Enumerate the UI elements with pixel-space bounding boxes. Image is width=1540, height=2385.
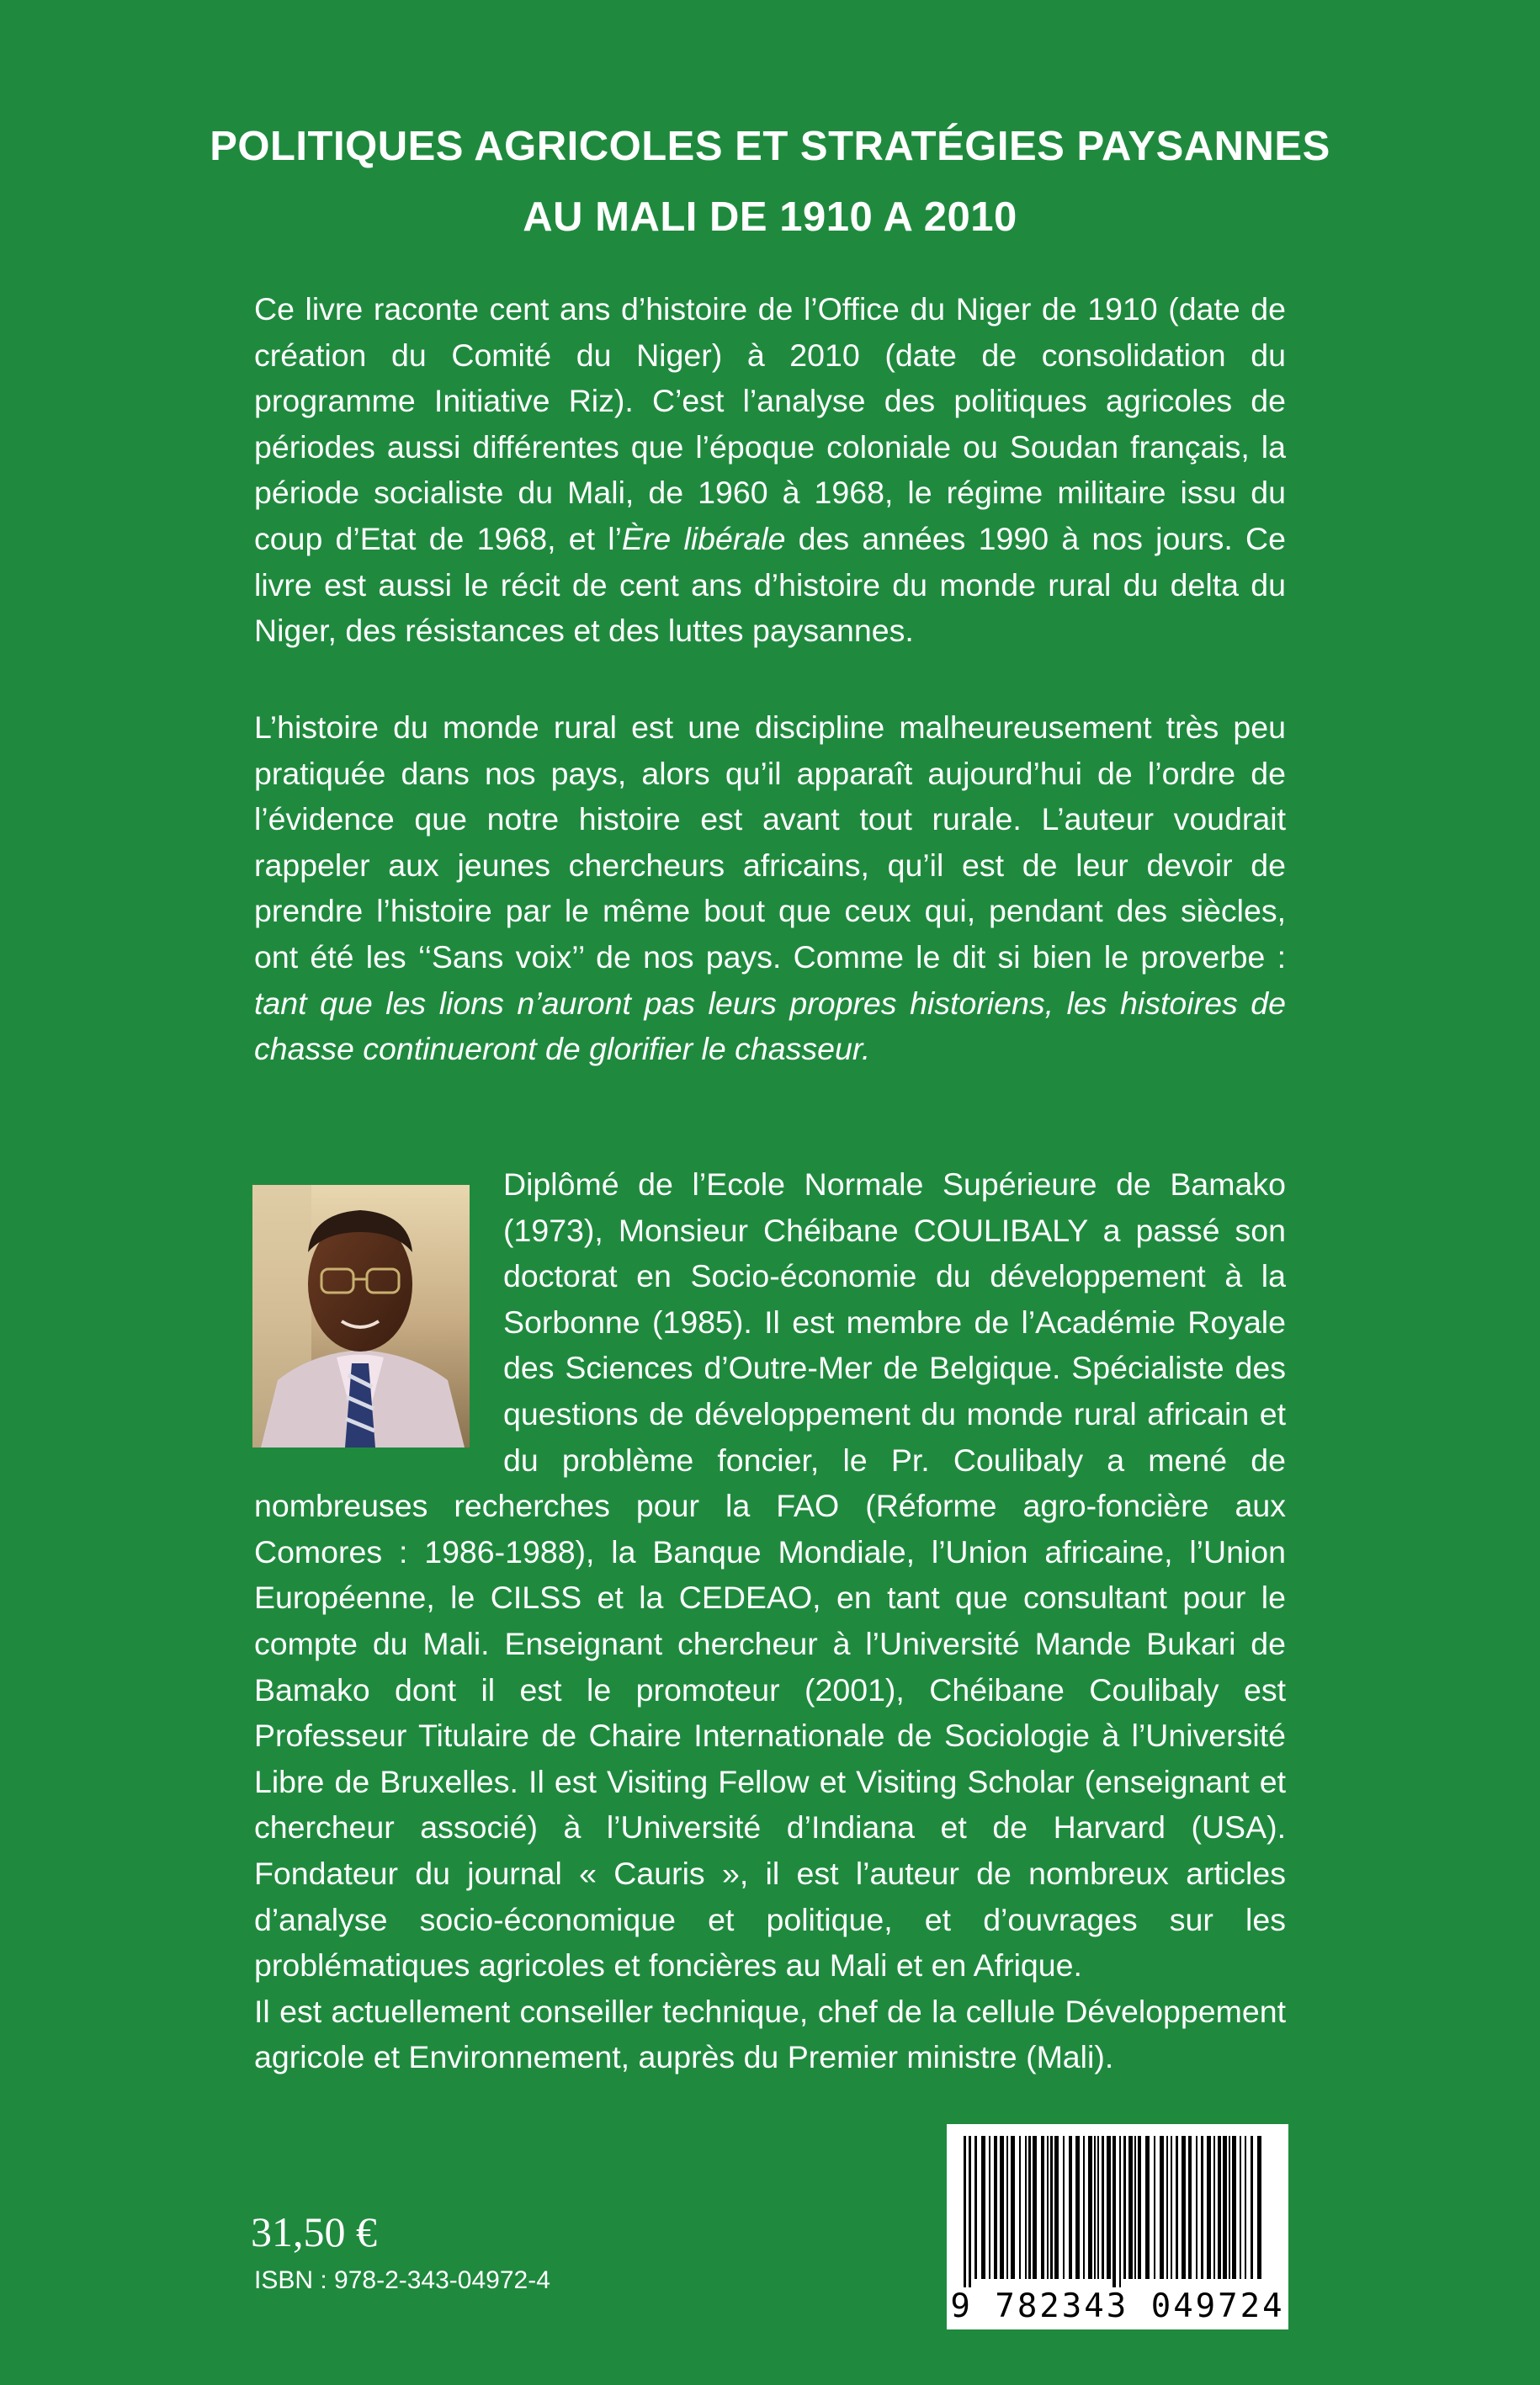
barcode-bar	[1160, 2136, 1164, 2279]
summary-paragraph-2	[254, 704, 1286, 1072]
barcode-bar	[1028, 2136, 1031, 2279]
barcode-bar	[1176, 2136, 1178, 2279]
barcode-bar	[1000, 2136, 1004, 2279]
proverb-quote: tant que les lions n’auront pas leurs propres historiens, les histoires de chasse continueront de glorifier le chasseur.	[254, 985, 1286, 1067]
barcode-bar	[1047, 2136, 1049, 2279]
barcode-bar	[1063, 2136, 1065, 2279]
barcode	[947, 2124, 1288, 2329]
barcode-bar	[1107, 2136, 1111, 2279]
barcode-bar	[1201, 2136, 1203, 2279]
barcode-bar	[1196, 2136, 1197, 2279]
barcode-bar	[1050, 2136, 1053, 2279]
author-photo	[252, 1185, 470, 1447]
barcode-bar	[1097, 2136, 1099, 2279]
barcode-bar	[1245, 2136, 1246, 2279]
barcode-bar	[1113, 2136, 1116, 2287]
barcode-bar	[1041, 2136, 1044, 2279]
summary-paragraph-1	[254, 286, 1286, 654]
barcode-bar	[1019, 2136, 1021, 2279]
barcode-bar	[1138, 2136, 1141, 2279]
barcode-bar	[1006, 2136, 1008, 2279]
barcode-bar	[1011, 2136, 1015, 2279]
barcode-bar	[1134, 2136, 1136, 2279]
barcode-bar	[1102, 2136, 1104, 2279]
barcode-bar	[1119, 2136, 1121, 2287]
barcode-digits: 9 782343 049724	[950, 2287, 1285, 2325]
barcode-bar	[1075, 2136, 1080, 2279]
barcode-bar	[1257, 2136, 1261, 2279]
barcode-bar	[969, 2136, 971, 2287]
barcode-bar	[1240, 2136, 1241, 2279]
title-line-2: AU MALI DE 1910 A 2010	[523, 194, 1017, 240]
barcode-bar	[981, 2136, 985, 2279]
barcode-bar	[1128, 2136, 1133, 2279]
barcode-bar	[1094, 2136, 1096, 2279]
barcode-bar	[994, 2136, 997, 2279]
barcode-bar	[1229, 2136, 1230, 2279]
barcode-bar	[1251, 2136, 1253, 2279]
title-line-1: POLITIQUES AGRICOLES ET STRATÉGIES PAYSANNES	[210, 124, 1330, 169]
author-bio-text: Diplômé de l’Ecole Normale Supérieure de Bamako (1973), Monsieur Chéibane COULIBALY a passé son doctorat en Socio-économie du développement à la Sorbonne (1985). Il est membre de l’Académie Royale des Sciences d’Outre-Mer de Belgique. Spécialiste des questions de développement du monde rural africain et du problème foncier, le Pr. Coulibaly a mené de nombreuses recherches pour la FAO (Réforme agro-foncière aux Comores : 1986-1988), la Banque Mondiale, l’Union africaine, l’Union Européenne, le CILSS et la CEDEAO, en tant que consultant pour le compte du Mali. Enseignant chercheur à l’Université Mande Bukari de Bamako dont il est le promoteur (2001), Chéibane Coulibaly est Professeur Titulaire de Chaire Internationale de Sociologie à l’Université Libre de Bruxelles. Il est Visiting Fellow et Visiting Scholar (enseignant et chercheur associé) à l’Université d’Indiana et de Harvard (USA). Fondateur du journal « Cauris », il est l’auteur de nombreux articles d’analyse socio-économique et politique, et d’ouvrages sur les problématiques agricoles et foncières au Mali et en Afrique.	[254, 1166, 1286, 1984]
barcode-bar	[1207, 2136, 1211, 2279]
summary-p1-text: Ce livre raconte cent ans d’histoire de l’Office du Niger de 1910 (date de création du Comité du Niger) à 2010 (date de consolidation du programme Initiative Riz). C’est l’analyse des politiques agricoles de périodes aussi différentes que l’époque coloniale ou Soudan français, la période socialiste du Mali, de 1960 à 1968, le régime militaire issu du coup d’Etat de 1968, et l’	[254, 291, 1286, 556]
barcode-bar	[1182, 2136, 1186, 2279]
summary-p2-text: L’histoire du monde rural est une discipline malheureusement très peu pratiquée dans nos pays, alors qu’il apparaît aujourd’hui de l’ordre de l’évidence que notre histoire est avant tout rurale. L’auteur voudrait rappeler aux jeunes chercheurs africains, qu’il est de leur devoir de prendre l’histoire par le même bout que ceux qui, pendant des siècles, ont été les ‘‘Sans voix’’ de nos pays. Comme le dit si bien le proverbe :	[254, 709, 1286, 975]
summary-p1-italic: Ère libérale	[621, 520, 786, 556]
barcode-bar	[1223, 2136, 1227, 2279]
summary-p1-text-end: des années 1990 à nos jours. Ce livre est aussi le récit de cent ans d’histoire du monde rural du delta du Niger, des résistances et des luttes paysannes.	[254, 520, 1286, 649]
barcode-bar	[964, 2136, 966, 2287]
barcode-bar	[1145, 2136, 1150, 2279]
barcode-bar	[1033, 2136, 1037, 2279]
barcode-bar	[1154, 2136, 1155, 2279]
barcode-bar	[1088, 2136, 1092, 2279]
book-title	[0, 111, 1540, 252]
barcode-bar	[1123, 2136, 1126, 2279]
barcode-bar	[1054, 2136, 1059, 2279]
isbn: ISBN : 978-2-343-04972-4	[254, 2266, 550, 2294]
barcode-bar	[1069, 2136, 1072, 2279]
barcode-bar	[974, 2136, 977, 2279]
barcode-bar	[1232, 2136, 1236, 2279]
barcode-bar	[1025, 2136, 1027, 2279]
barcode-bar	[989, 2136, 990, 2279]
price: 31,50 €	[251, 2208, 377, 2255]
barcode-bar	[1166, 2136, 1168, 2279]
author-bio-text-2: Il est actuellement conseiller technique, chef de la cellule Développement agricole et Environnement, auprès du Premier ministre (Mali).	[254, 1993, 1286, 2075]
barcode-bars	[962, 2136, 1273, 2287]
barcode-bar	[1171, 2136, 1172, 2279]
barcode-bar	[1213, 2136, 1215, 2279]
barcode-bar	[1083, 2136, 1085, 2279]
barcode-bar	[1218, 2136, 1221, 2279]
barcode-bar	[1188, 2136, 1192, 2279]
